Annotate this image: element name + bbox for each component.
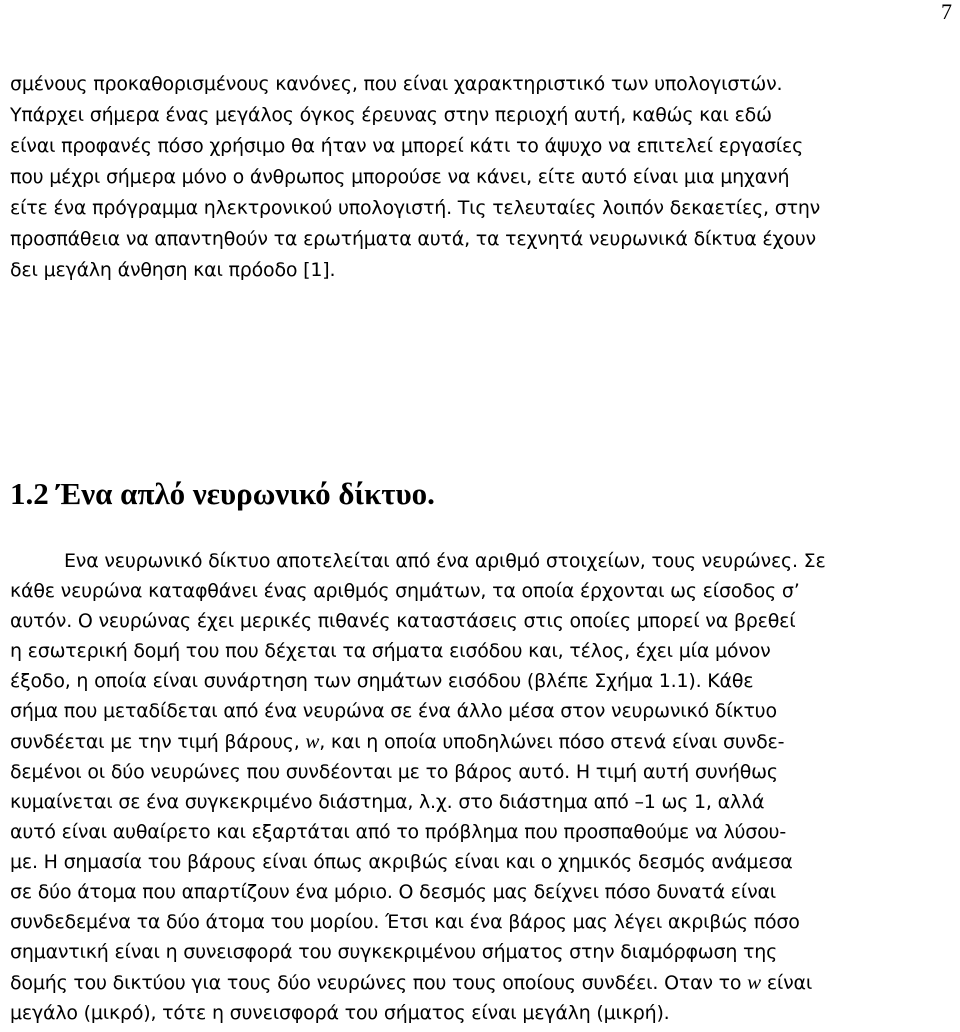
intro-paragraph [10, 69, 950, 286]
text-line: Υπάρχει σήμερα ένας μεγάλος όγκος έρευνας στην περιοχή αυτή, καθώς και εδώ [10, 104, 772, 126]
text-line [10, 967, 950, 998]
text-line: συνδεδεμένα τα δύο άτομα του μορίου. Έτσι και ένα βάρος μας λέγει ακριβώς πόσο [10, 911, 800, 933]
weight-variable: w [305, 729, 320, 753]
text-line: είτε ένα πρόγραμμα ηλεκτρονικού υπολογιστή. Τις τελευταίες λοιπόν δεκαετίες, στην [10, 197, 821, 219]
text-line [10, 726, 950, 757]
text-line: σημαντική είναι η συνεισφορά του συγκεκριμένου σήματος στην διαμόρφωση της [10, 941, 778, 963]
text-line: η εσωτερική δομή του που δέχεται τα σήματα εισόδου και, τέλος, έχει μία μόνον [10, 640, 771, 662]
text-line: που μέχρι σήμερα μόνο ο άνθρωπος μπορούσε να κάνει, είτε αυτό είναι μια μηχανή [10, 166, 790, 188]
page-number: 7 [941, 0, 952, 24]
text-segment: δομής του δικτύου για τους δύο νευρώνες που τους οποίους συνδέει. Οταν το [10, 972, 748, 994]
text-line: έξοδο, η οποία είναι συνάρτηση των σημάτων εισόδου (βλέπε Σχήμα 1.1). Κάθε [10, 670, 754, 692]
text-line: με. Η σημασία του βάρους είναι όπως ακριβώς είναι και ο χημικός δεσμός ανάμεσα [10, 851, 793, 873]
text-line: προσπάθεια να απαντηθούν τα ερωτήματα αυτά, τα τεχνητά νευρωνικά δίκτυα έχουν [10, 228, 816, 250]
text-line: σε δύο άτομα που απαρτίζουν ένα μόριο. Ο δεσμός μας δείχνει πόσο δυνατά είναι [10, 881, 777, 903]
text-line: αυτό είναι αυθαίρετο και εξαρτάται από το πρόβλημα που προσπαθούμε να λύσου- [10, 821, 787, 843]
weight-variable: w [747, 970, 761, 994]
text-line: κάθε νευρώνα καταφθάνει ένας αριθμός σημάτων, τα οποία έρχονται ως είσοδος σ’ [10, 580, 800, 602]
text-line: Ενα νευρωνικό δίκτυο αποτελείται από ένα αριθμό στοιχείων, τους νευρώνες. Σε [64, 550, 826, 572]
text-line: αυτόν. Ο νευρώνας έχει μερικές πιθανές καταστάσεις στις οποίες μπορεί να βρεθεί [10, 610, 796, 632]
text-line: σμένους προκαθορισμένους κανόνες, που είναι χαρακτηριστικό των υπολογιστών. [10, 73, 783, 95]
text-segment: είναι [760, 972, 813, 994]
text-line: δει μεγάλη άνθηση και πρόοδο [1]. [10, 259, 336, 281]
text-line: είναι προφανές πόσο χρήσιμο θα ήταν να μπορεί κάτι το άψυχο να επιτελεί εργασίες [10, 135, 804, 157]
text-line: μεγάλο (μικρό), τότε η συνεισφορά του σήματος είναι μεγάλη (μικρή). [10, 1002, 670, 1024]
text-line: δεμένοι οι δύο νευρώνες που συνδέονται με το βάρος αυτό. Η τιμή αυτή συνήθως [10, 761, 778, 783]
section-heading: 1.2 Ένα απλό νευρωνικό δίκτυο. [10, 476, 435, 511]
main-paragraph [10, 546, 950, 1028]
text-line: σήμα που μεταδίδεται από ένα νευρώνα σε ένα άλλο μέσα στον νευρωνικό δίκτυο [10, 700, 777, 722]
text-segment: , και η οποία υποδηλώνει πόσο στενά είναι συνδε- [319, 731, 785, 753]
text-segment: συνδέεται με την τιμή βάρους, [10, 731, 306, 753]
text-line: κυμαίνεται σε ένα συγκεκριμένο διάστημα, λ.χ. στο διάστημα από –1 ως 1, αλλά [10, 791, 765, 813]
